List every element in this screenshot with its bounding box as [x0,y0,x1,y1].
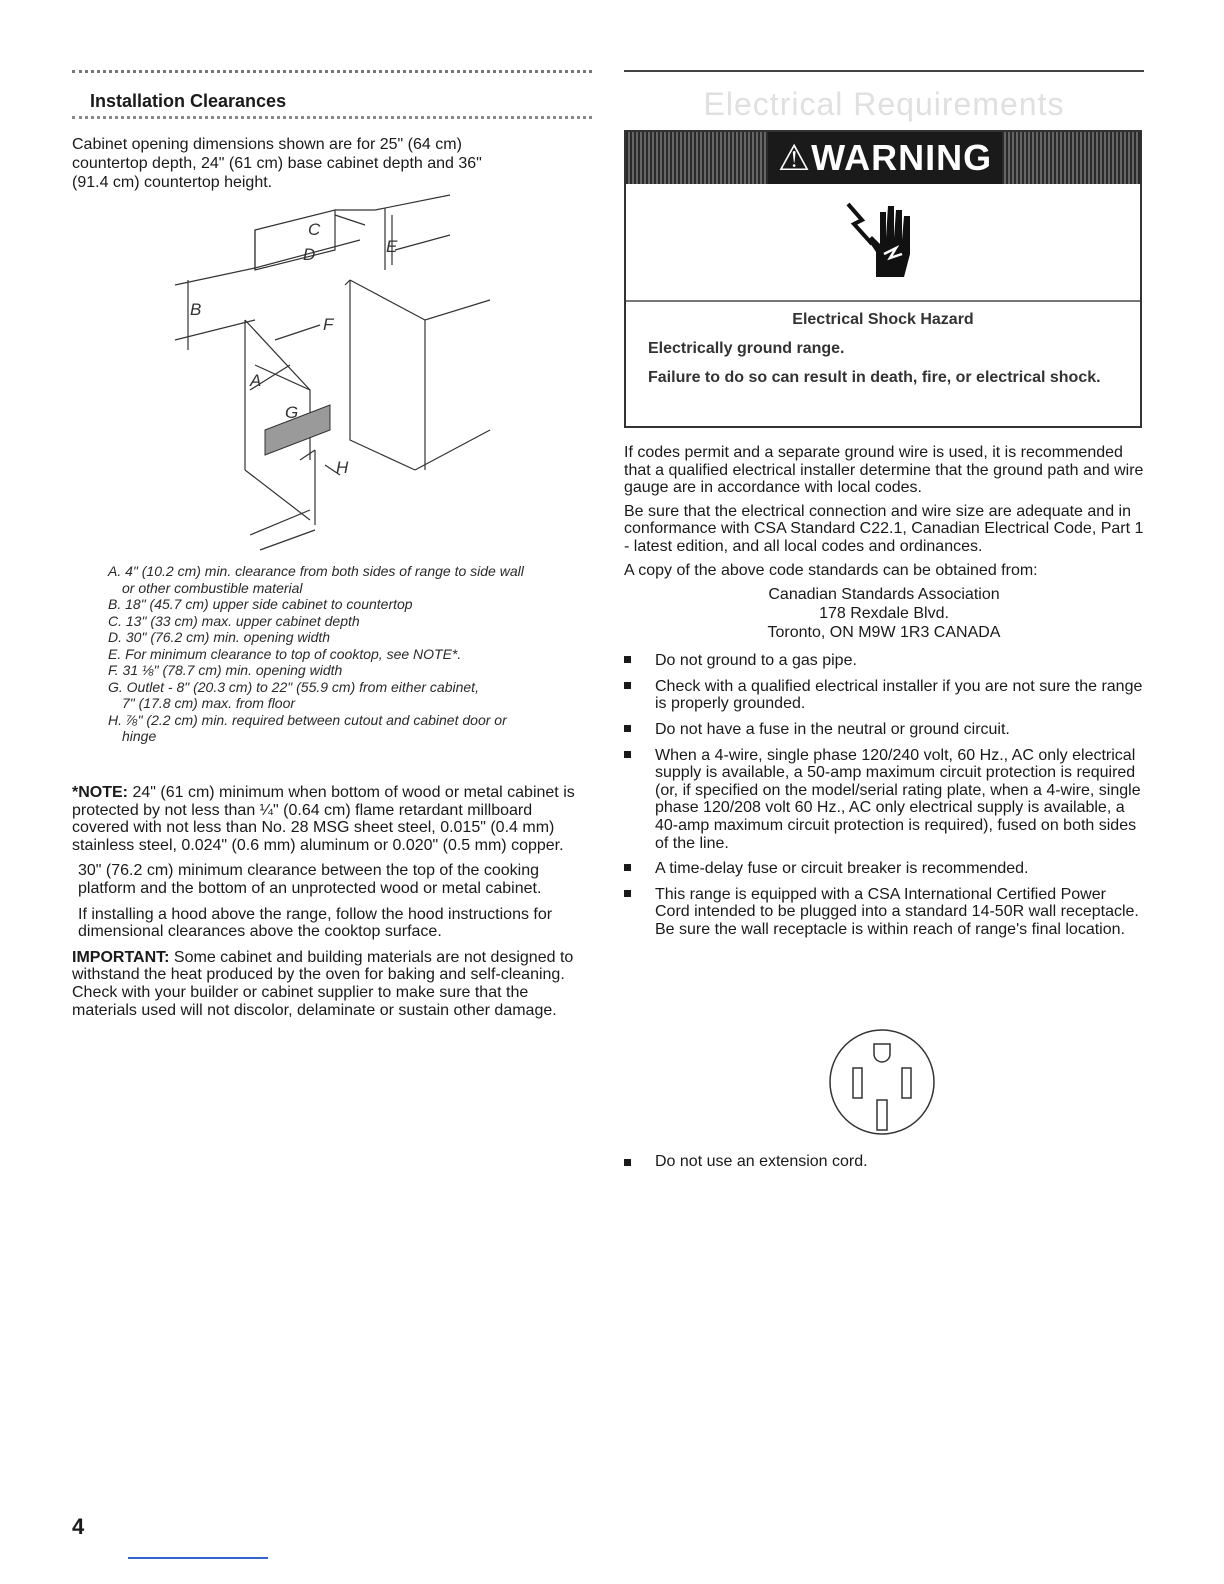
heading-dotted-rule [72,116,592,123]
legend-item: D. 30" (76.2 cm) min. opening width [108,629,331,645]
list-item: Check with a qualified electrical installer if you are not sure the range is properly grounded. [624,678,1144,713]
electrical-shock-hand-icon [838,192,930,284]
bottom-link-underline [128,1557,268,1559]
list-item: A time-delay fuse or circuit breaker is recommended. [624,860,1144,878]
legend-item: F. 31 ⅛" (78.7 cm) min. opening width [108,662,343,678]
list-item: Do not have a fuse in the neutral or ground circuit. [624,721,1144,739]
extension-cord-bullet: Do not use an extension cord. [624,1153,1144,1171]
list-item: When a 4-wire, single phase 120/240 volt, 60 Hz., AC only electrical supply is available, a 50-amp maximum circuit protection is required (or, if specified on the model/serial rating plate, when a 4-wire, single phase 120/208 volt 60 Hz., AC only electrical supply is available, a 40-amp maximum circuit protection is required), fused on both sides of the line. [624,747,1144,853]
hood-paragraph: If installing a hood above the range, follow the hood instructions for dimensional clearances above the cooktop surface. [78,905,553,941]
hazard-title: Electrical Shock Hazard [792,311,974,328]
legend-item: H. ⅞" (2.2 cm) min. required between cutout and cabinet door or hinge [108,711,507,744]
top-rule [624,70,1144,72]
label-b: B [190,300,202,319]
warning-label: ⚠WARNING [777,137,993,178]
page-number: 4 [72,1514,85,1539]
top-dotted-rule [72,70,592,77]
label-g: G [285,403,299,422]
ground-wire-paragraph: If codes permit and a separate ground wire is used, it is recommended that a qualified electrical installer determine that the ground path and wire gauge are in accordance with local codes. [624,444,1144,497]
hazard-text [648,310,1118,397]
receptacle-icon [826,1026,938,1138]
hazard-instruction: Electrically ground range. [648,340,845,357]
note-paragraph: *NOTE: 24" (61 cm) minimum when bottom of wood or metal cabinet is protected by not less than ¼" (0.64 cm) flame retardant millboard covered with not less than No. 28 MSG sheet steel, 0.015" (0.4 mm) stainless steel, 0.024" (0.6 mm) aluminum or 0.020" (0.5 mm) copper. [72,784,575,854]
label-a: A [250,371,262,390]
warning-box [624,130,1142,428]
label-f: F [323,315,334,334]
section-heading: Installation Clearances [90,91,287,111]
label-e: E [386,237,398,256]
label-d: D [303,245,316,264]
electrical-requirements-header [624,70,1144,123]
label-c: C [308,220,321,239]
cooking-platform-paragraph: 30" (76.2 cm) minimum clearance between the top of the cooking platform and the bottom of an unprotected wood or metal cabinet. [78,862,542,897]
requirements-list [624,652,1144,938]
connection-paragraph: Be sure that the electrical connection and wire size are adequate and in conformance with CSA Standard C22.1, Canadian Electrical Code, Part 1 - latest edition, and all local codes and ordinances. [624,502,1144,555]
label-h: H [336,458,349,477]
legend-item: B. 18" (45.7 cm) upper side cabinet to countertop [108,596,413,612]
shock-hazard-icon-area [626,184,1140,302]
intro-paragraph: Cabinet opening dimensions shown are for 25" (64 cm) countertop depth, 24" (61 cm) base cabinet depth and 36" (91.4 cm) countertop height. [72,136,482,191]
receptacle-14-50r-illustration [826,1026,938,1138]
important-paragraph: IMPORTANT: Some cabinet and building materials are not designed to withstand the heat produced by the oven for baking and self-cleaning. Check with your builder or cabinet supplier to make sure that the materials used will not discolor, delaminate or sustain other damage. [72,948,574,1019]
section-title: Electrical Requirements [703,86,1065,122]
clearance-notes [72,784,592,1027]
electrical-body [624,444,1144,946]
legend-item: G. Outlet - 8" (20.3 cm) to 22" (55.9 cm) from either cabinet, 7" (17.8 cm) max. from floor [108,678,479,711]
installation-clearances-section [72,70,592,192]
warning-banner [626,132,1140,184]
list-item: This range is equipped with a CSA International Certified Power Cord intended to be plugged into a standard 14-50R wall receptacle. Be sure the wall receptacle is within reach of range's final location. [624,886,1144,939]
cabinet-clearance-diagram [160,190,500,560]
legend-item: A. 4" (10.2 cm) min. clearance from both sides of range to side wall or other combustible material [108,563,524,596]
hazard-consequence: Failure to do so can result in death, fire, or electrical shock. [648,369,1101,386]
diagram-legend [108,563,588,745]
list-item: Do not ground to a gas pipe. [624,652,1144,670]
cabinet-diagram-svg [160,190,500,560]
legend-item: C. 13" (33 cm) max. upper cabinet depth [108,612,360,629]
legend-item: E. For minimum clearance to top of cooktop, see NOTE*. [108,645,462,662]
code-copy-paragraph: A copy of the above code standards can be obtained from: [624,561,1038,579]
csa-address: Canadian Standards Association 178 Rexdale Blvd. Toronto, ON M9W 1R3 CANADA [767,586,1001,642]
